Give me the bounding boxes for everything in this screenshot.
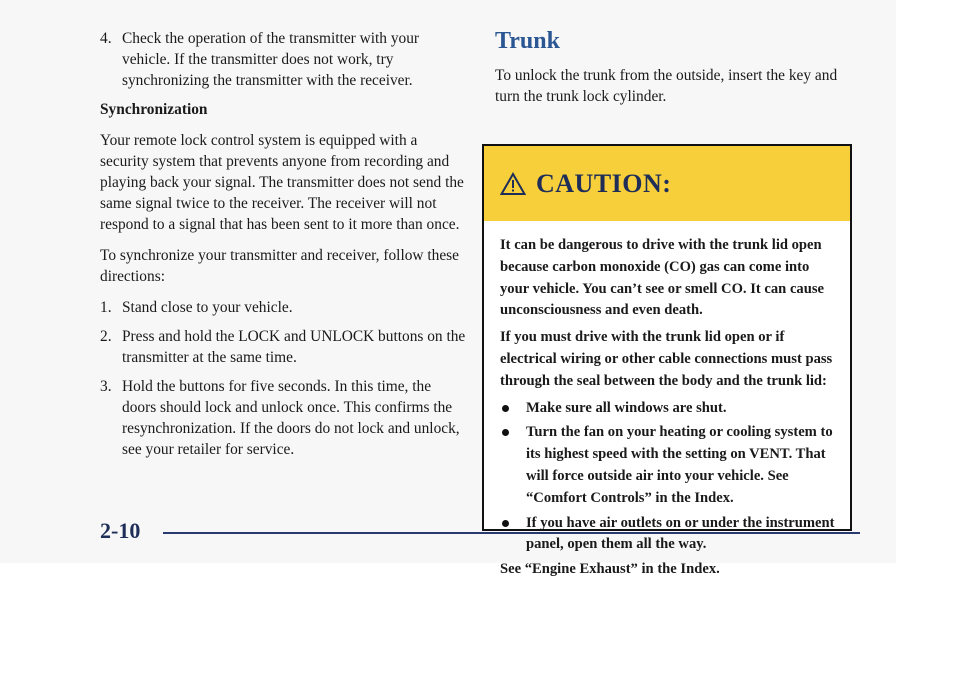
step-number: 3. xyxy=(100,378,112,395)
caution-body xyxy=(484,221,850,581)
caution-bullet xyxy=(500,513,836,557)
page-number: 2-10 xyxy=(100,518,141,543)
caution-bullet xyxy=(500,422,836,509)
step-4 xyxy=(100,28,468,91)
right-column xyxy=(495,28,865,578)
caution-paragraph-1: It can be dangerous to drive with the trunk lid open because carbon monoxide (CO) gas can come into your vehicle. You can’t see or smell CO. It can cause unconsciousness and even death. xyxy=(500,237,824,319)
bullet-dot-icon xyxy=(502,405,509,412)
caution-paragraph-2: If you must drive with the trunk lid open or if electrical wiring or other cable connections must pass through the seal between the body and the trunk lid: xyxy=(500,329,833,389)
bullet-text: If you have air outlets on or under the instrument panel, open them all the way. xyxy=(526,514,835,553)
caution-header xyxy=(484,146,850,221)
footer-rule xyxy=(163,532,860,534)
bullet-dot-icon xyxy=(502,429,509,436)
sync-paragraph-2: To synchronize your transmitter and receiver, follow these directions: xyxy=(100,247,460,285)
left-column xyxy=(100,28,468,468)
step-text: Hold the buttons for five seconds. In this time, the doors should lock and unlock once. This confirms the resynchronization. If the doors do not lock and unlock, see your retailer for service. xyxy=(122,378,460,458)
step-text: Check the operation of the transmitter with your vehicle. If the transmitter does not work, try synchronizing the transmitter with the receiver. xyxy=(122,30,420,89)
step-text: Press and hold the LOCK and UNLOCK buttons on the transmitter at the same time. xyxy=(122,328,466,366)
warning-triangle-icon xyxy=(500,172,526,196)
bullet-text: Make sure all windows are shut. xyxy=(526,399,727,416)
caution-closing: See “Engine Exhaust” in the Index. xyxy=(500,561,720,578)
sync-paragraph-1: Your remote lock control system is equipped with a security system that prevents anyone from recording and playing back your signal. The transmitter does not send the same signal twice to the receiver. The receiver will not respond to a signal that has been sent to it more than once. xyxy=(100,132,464,233)
step-number: 2. xyxy=(100,328,112,345)
step-1 xyxy=(100,297,468,318)
step-3 xyxy=(100,376,468,460)
step-number: 4. xyxy=(100,30,112,47)
step-text: Stand close to your vehicle. xyxy=(122,299,293,316)
step-2 xyxy=(100,326,468,368)
step-number: 1. xyxy=(100,299,112,316)
caution-box xyxy=(482,144,852,578)
bullet-dot-icon xyxy=(502,520,509,527)
trunk-intro: To unlock the trunk from the outside, insert the key and turn the trunk lock cylinder. xyxy=(495,67,838,105)
caution-bullet xyxy=(500,398,836,420)
synchronization-heading: Synchronization xyxy=(100,101,208,118)
bullet-text: Turn the fan on your heating or cooling system to its highest speed with the setting on VENT. That will force outside air into your vehicle. See “Comfort Controls” in the Index. xyxy=(526,424,833,506)
section-title: Trunk xyxy=(495,28,560,54)
caution-label: CAUTION: xyxy=(536,168,672,198)
